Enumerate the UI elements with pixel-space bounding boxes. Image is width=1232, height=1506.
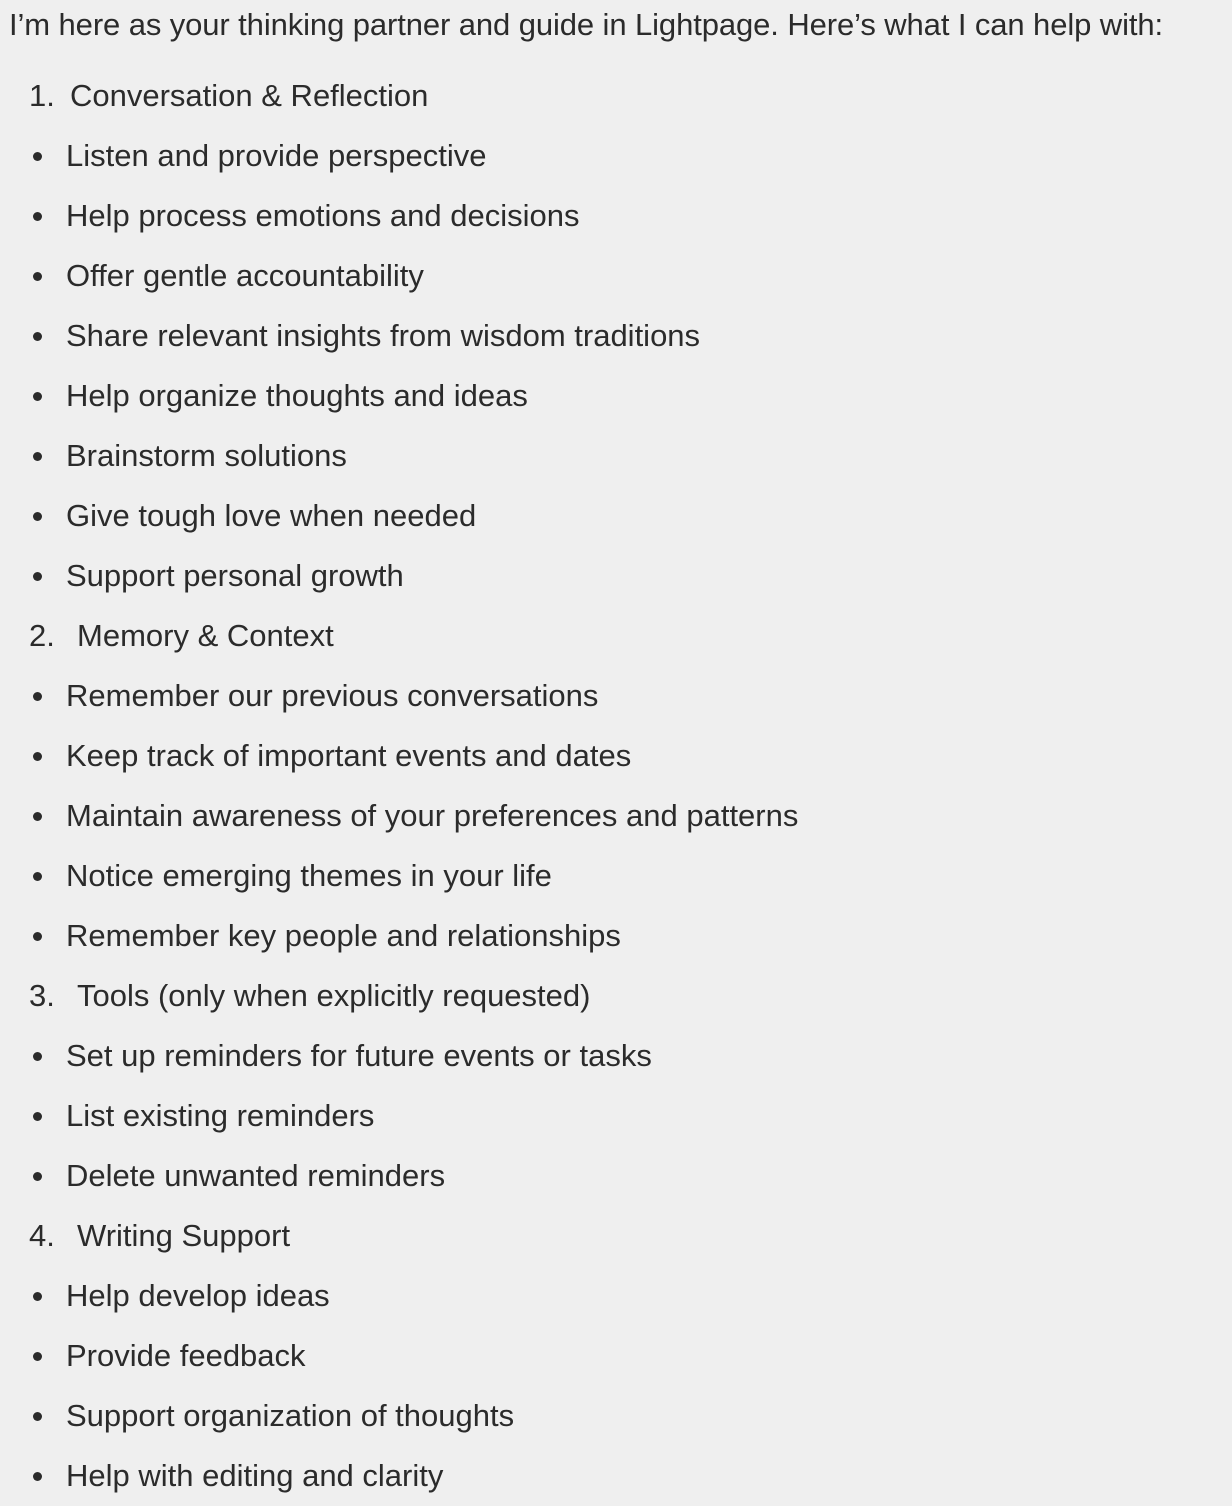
list-item: [0, 366, 1232, 426]
list-item: [0, 426, 1232, 486]
list-item-text: Brainstorm solutions: [66, 438, 347, 473]
bullet-icon: [33, 872, 42, 881]
bullet-icon: [33, 752, 42, 761]
list-item: [0, 126, 1232, 186]
bullet-icon: [33, 1052, 42, 1061]
list-item: [0, 246, 1232, 306]
list-item-text: Listen and provide perspective: [66, 138, 487, 173]
list-item-text: Set up reminders for future events or tasks: [66, 1038, 652, 1073]
bullet-icon: [33, 452, 42, 461]
list-item-text: List existing reminders: [66, 1098, 375, 1133]
list-item-text: Support organization of thoughts: [66, 1398, 515, 1433]
list-item: [0, 486, 1232, 546]
list-item: [0, 1326, 1232, 1386]
list-item: [0, 786, 1232, 846]
bullet-icon: [33, 1352, 42, 1361]
bullet-icon: [33, 1472, 42, 1481]
bullet-icon: [33, 932, 42, 941]
section-title: Conversation & Reflection: [70, 78, 429, 113]
list-item: [0, 1266, 1232, 1326]
list-item: [0, 666, 1232, 726]
list-item-text: Maintain awareness of your preferences and patterns: [66, 798, 799, 833]
list-item: [0, 1086, 1232, 1146]
bullet-icon: [33, 212, 42, 221]
section-number: 2.: [29, 618, 55, 653]
list-item: [0, 906, 1232, 966]
bullet-icon: [33, 1112, 42, 1121]
list-item-text: Give tough love when needed: [66, 498, 477, 533]
list-item-text: Support personal growth: [66, 558, 404, 593]
list-item-text: Help with editing and clarity: [66, 1458, 444, 1493]
list-item: [0, 1386, 1232, 1446]
section-heading: [0, 66, 1232, 126]
list-item: [0, 546, 1232, 606]
list-item: [0, 186, 1232, 246]
list-item: [0, 1026, 1232, 1086]
intro-text: I’m here as your thinking partner and guide in Lightpage. Here’s what I can help with:: [9, 7, 1164, 42]
bullet-icon: [33, 152, 42, 161]
list-item: [0, 726, 1232, 786]
bullet-icon: [33, 272, 42, 281]
bullet-icon: [33, 1172, 42, 1181]
list-item-text: Help develop ideas: [66, 1278, 330, 1313]
section-number: 3.: [29, 978, 55, 1013]
bullet-icon: [33, 1412, 42, 1421]
section-heading: [0, 606, 1232, 666]
bullet-icon: [33, 812, 42, 821]
section-title: Memory & Context: [77, 618, 334, 653]
list-item-text: Offer gentle accountability: [66, 258, 424, 293]
list-item-text: Keep track of important events and dates: [66, 738, 632, 773]
list-item-text: Notice emerging themes in your life: [66, 858, 552, 893]
bullet-icon: [33, 1292, 42, 1301]
bullet-icon: [33, 512, 42, 521]
list-item-text: Provide feedback: [66, 1338, 306, 1373]
list-item-text: Remember key people and relationships: [66, 918, 621, 953]
list-item-text: Share relevant insights from wisdom traditions: [66, 318, 701, 353]
section-heading: [0, 1206, 1232, 1266]
list-item-text: Help organize thoughts and ideas: [66, 378, 528, 413]
list-item: [0, 846, 1232, 906]
bullet-icon: [33, 332, 42, 341]
list-item-text: Remember our previous conversations: [66, 678, 599, 713]
list-item-text: Help process emotions and decisions: [66, 198, 580, 233]
section-number: 1.: [29, 78, 55, 113]
bullet-icon: [33, 392, 42, 401]
capabilities-list: [0, 66, 1232, 1506]
bullet-icon: [33, 692, 42, 701]
section-title: Tools (only when explicitly requested): [77, 978, 591, 1013]
section-heading: [0, 966, 1232, 1026]
bullet-icon: [33, 572, 42, 581]
section-number: 4.: [29, 1218, 55, 1253]
list-item: [0, 306, 1232, 366]
list-item-text: Delete unwanted reminders: [66, 1158, 446, 1193]
list-item: [0, 1446, 1232, 1506]
list-item: [0, 1146, 1232, 1206]
section-title: Writing Support: [77, 1218, 291, 1253]
